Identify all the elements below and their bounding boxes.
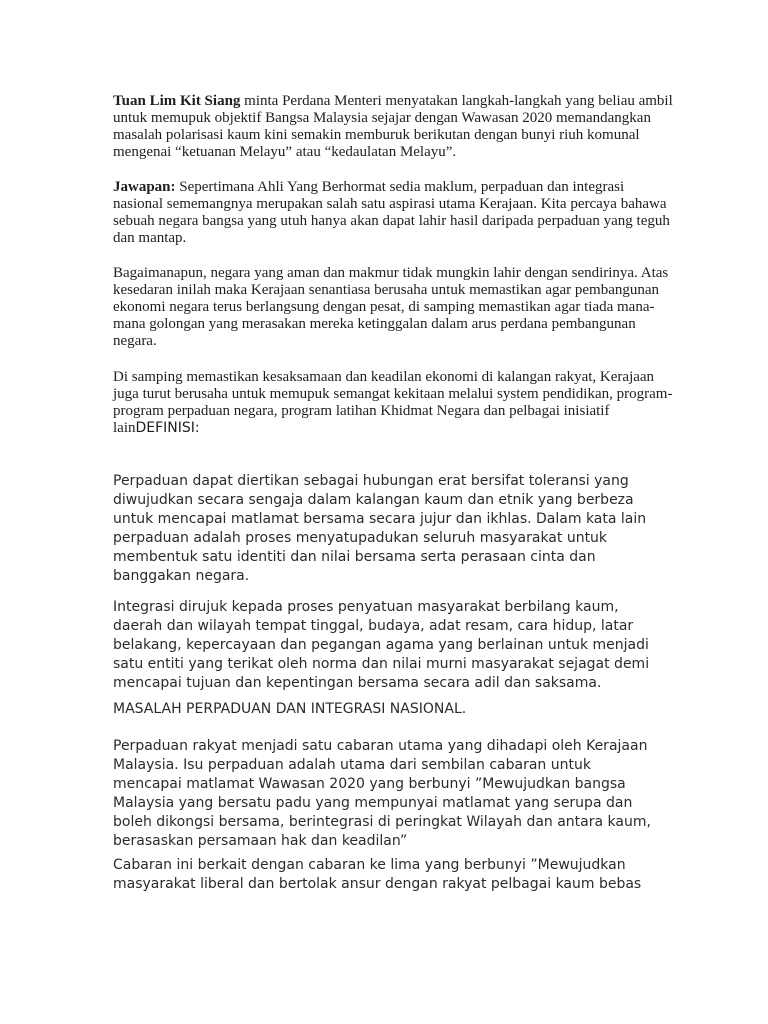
paragraph-perpaduan-definition [113, 472, 658, 586]
question-paragraph [113, 93, 673, 161]
section-heading-masalah [113, 700, 658, 719]
paragraph-cabaran-utama [113, 737, 658, 851]
masalah-heading-text: MASALAH PERPADUAN DAN INTEGRASI NASIONAL. [113, 701, 467, 717]
questioner-name: Tuan Lim Kit Siang [113, 93, 241, 109]
paragraph-bagaimanapun [113, 265, 673, 350]
question-text: minta Perdana Menteri menyatakan langkah-langkah yang beliau ambil untuk memupuk objektif Bangsa Malaysia sejajar dengan Wawasan 2020 memandangkan masalah polarisasi kaum kini semakin memburuk berikutan dengan bunyi riuh komunal mengenai “ketuanan Melayu” atau “kedaulatan Melayu”. [113, 93, 673, 160]
paragraph-bagaimanapun-text: Bagaimanapun, negara yang aman dan makmur tidak mungkin lahir dengan sendirinya. Atas kesedaran inilah maka Kerajaan senantiasa berusaha untuk memastikan agar pembangunan ekonomi negara terus berlangsung dengan pesat, di samping memastikan agar tiada mana-mana golongan yang merasakan mereka ketinggalan dalam arus perdana pembangunan negara. [113, 265, 669, 349]
paragraph-di-samping [113, 369, 673, 437]
answer-text: Sepertimana Ahli Yang Berhormat sedia maklum, perpaduan dan integrasi nasional sememangnya merupakan salah satu aspirasi utama Kerajaan. Kita percaya bahawa sebuah negara bangsa yang utuh hanya akan dapat lahir hasil daripada perpaduan yang teguh dan mantap. [113, 179, 670, 246]
paragraph-di-samping-text: Di samping memastikan kesaksamaan dan keadilan ekonomi di kalangan rakyat, Kerajaan juga turut berusaha untuk memupuk semangat kekitaan melalui system pendidikan, program-program perpaduan negara, program latihan Khidmat Negara dan pelbagai inisiatif lain [113, 369, 673, 436]
answer-label: Jawapan: [113, 179, 176, 195]
definisi-heading: DEFINISI: [135, 420, 200, 436]
paragraph-integrasi-definition [113, 598, 658, 693]
cabaran-kelima-text: Cabaran ini berkait dengan cabaran ke lima yang berbunyi ”Mewujudkan masyarakat liberal dan bertolak ansur dengan rakyat pelbagai kaum bebas [113, 857, 642, 892]
integrasi-definition-text: Integrasi dirujuk kepada proses penyatuan masyarakat berbilang kaum, daerah dan wilayah tempat tinggal, budaya, adat resam, cara hidup, latar belakang, kepercayaan dan pegangan agama yang berlainan untuk menjadi satu entiti yang terikat oleh norma dan nilai murni masyarakat sejagat demi mencapai tujuan dan kepentingan bersama secara adil dan saksama. [113, 599, 650, 691]
perpaduan-definition-text: Perpaduan dapat diertikan sebagai hubungan erat bersifat toleransi yang diwujudkan secara sengaja dalam kalangan kaum dan etnik yang berbeza untuk mencapai matlamat bersama secara jujur dan ikhlas. Dalam kata lain perpaduan adalah proses menyatupadukan seluruh masyarakat untuk membentuk satu identiti dan nilai bersama serta perasaan cinta dan banggakan negara. [113, 473, 647, 584]
paragraph-cabaran-kelima [113, 856, 658, 894]
answer-paragraph [113, 179, 673, 247]
cabaran-utama-text: Perpaduan rakyat menjadi satu cabaran utama yang dihadapi oleh Kerajaan Malaysia. Isu perpaduan adalah utama dari sembilan cabaran untuk mencapai matlamat Wawasan 2020 yang berbunyi ”Mewujudkan bangsa Malaysia yang bersatu padu yang mempunyai matlamat yang serupa dan boleh dikongsi bersama, berintegrasi di peringkat Wilayah dan antara kaum, berasaskan persamaan hak dan keadilan” [113, 738, 651, 849]
